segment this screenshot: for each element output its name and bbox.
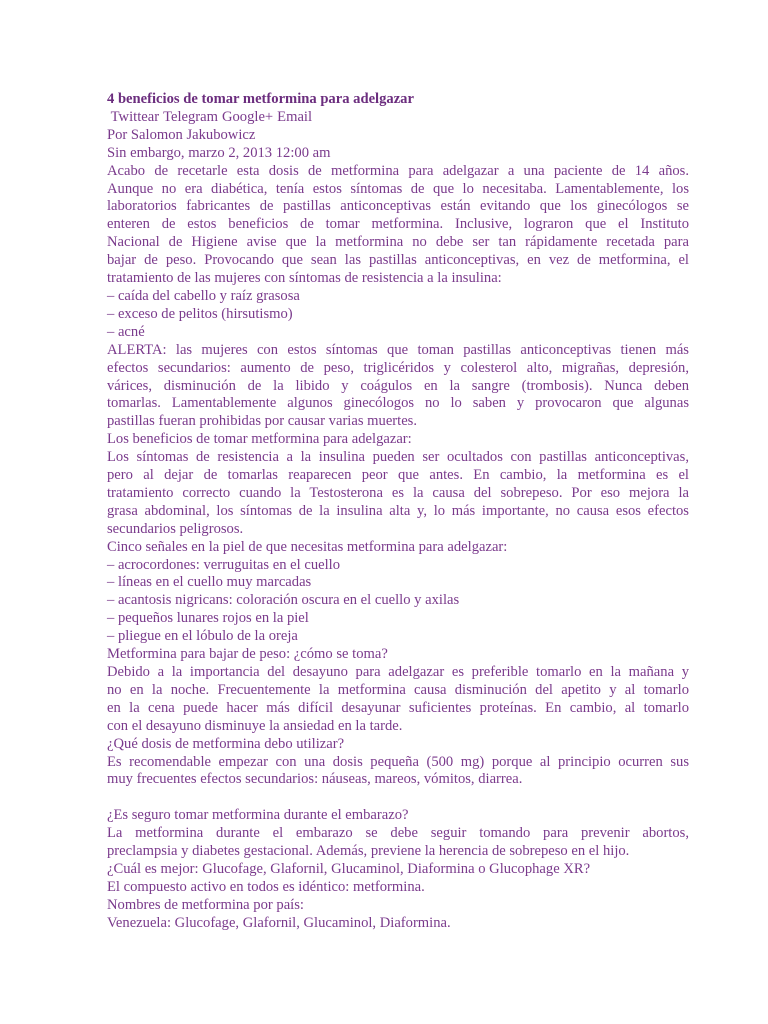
body-line: várices, disminución de la libido y coágulos en la sangre (trombosis). Nunca deben <box>107 377 689 394</box>
share-twitter-link[interactable]: Twittear <box>110 108 160 125</box>
share-google-link[interactable]: Google+ <box>221 108 274 125</box>
body-line: – caída del cabello y raíz grasosa <box>107 287 300 304</box>
body-line: Nombres de metformina por país: <box>107 896 304 913</box>
body-line: laboratorios fabricantes de pastillas anticonceptivas están evitando que los ginecólogos se <box>107 198 689 215</box>
body-line: muy frecuentes efectos secundarios: náuseas, mareos, vómitos, diarrea. <box>107 771 523 788</box>
share-links <box>107 109 689 127</box>
body-line: tratamiento correcto cuando la Testosterona es la causa del sobrepeso. Por eso mejora la <box>107 484 689 501</box>
body-line: grasa abdominal, los síntomas de la insulina alta y, lo más importante, no causa esos efectos <box>107 502 689 519</box>
body-line: no en la noche. Frecuentemente la metformina causa disminución del apetito y al tomarlo <box>107 681 689 698</box>
publish-date: Sin embargo, marzo 2, 2013 12:00 am <box>107 144 331 161</box>
body-line: – pliegue en el lóbulo de la oreja <box>107 628 298 645</box>
body-line: preclampsia y diabetes gestacional. Además, previene la herencia de sobrepeso en el hijo. <box>107 843 630 860</box>
article-body <box>107 163 689 933</box>
body-line: – acrocordones: verruguitas en el cuello <box>107 556 341 573</box>
body-line: tomarlas. Lamentablemente algunos ginecólogos no lo saben y provocaron que algunas <box>107 395 689 412</box>
body-line: tratamiento de las mujeres con síntomas de resistencia a la insulina: <box>107 270 502 287</box>
body-line: ¿Qué dosis de metformina debo utilizar? <box>107 735 345 752</box>
article <box>107 91 689 933</box>
body-line: ¿Cuál es mejor: Glucofage, Glafornil, Glucaminol, Diaformina o Glucophage XR? <box>107 860 591 877</box>
body-line: bajar de peso. Provocando que sean las pastillas anticonceptivas, en vez de metformina, el <box>107 252 689 269</box>
body-line: en la cena puede hacer más difícil desayunar suficientes proteínas. En cambio, al tomarlo <box>107 699 689 716</box>
body-line: – acné <box>107 323 145 340</box>
body-line: Los síntomas de resistencia a la insulina pueden ser ocultados con pastillas anticonceptivas, <box>107 449 689 466</box>
body-line: secundarios peligrosos. <box>107 520 244 537</box>
author-byline: Por Salomon Jakubowicz <box>107 126 256 143</box>
body-line: Es recomendable empezar con una dosis pequeña (500 mg) porque al principio ocurren sus <box>107 753 689 770</box>
body-line: Debido a la importancia del desayuno para adelgazar es preferible tomarlo en la mañana y <box>107 664 689 680</box>
body-line: – acantosis nigricans: coloración oscura en el cuello y axilas <box>107 592 460 609</box>
body-line: ¿Es seguro tomar metformina durante el embarazo? <box>107 807 409 824</box>
body-line: Cinco señales en la piel de que necesitas metformina para adelgazar: <box>107 538 508 555</box>
body-line: Los beneficios de tomar metformina para adelgazar: <box>107 431 412 448</box>
body-line: Venezuela: Glucofage, Glafornil, Glucaminol, Diaformina. <box>107 914 451 931</box>
body-line: La metformina durante el embarazo se debe seguir tomando para prevenir abortos, <box>107 825 689 842</box>
body-line: – líneas en el cuello muy marcadas <box>107 574 312 591</box>
body-line: – exceso de pelitos (hirsutismo) <box>107 305 293 322</box>
share-email-link[interactable]: Email <box>277 108 313 125</box>
body-line: pastillas fueran prohibidas por causar varias muertes. <box>107 413 418 430</box>
body-line: Metformina para bajar de peso: ¿cómo se toma? <box>107 646 388 663</box>
body-line: Acabo de recetarle esta dosis de metformina para adelgazar a una paciente de 14 años. <box>107 162 689 179</box>
share-telegram-link[interactable]: Telegram <box>163 108 218 125</box>
body-line: ALERTA: las mujeres con estos síntomas que toman pastillas anticonceptivas tienen más <box>107 341 689 358</box>
body-line: con el desayuno disminuye la ansiedad en la tarde. <box>107 717 403 734</box>
article-title: 4 beneficios de tomar metformina para adelgazar <box>107 91 414 107</box>
blank-line <box>107 789 689 807</box>
body-line: El compuesto activo en todos es idéntico: metformina. <box>107 878 425 895</box>
body-line: Nacional de Higiene avise que la metformina no debe ser tan rápidamente recetada para <box>107 234 689 251</box>
body-line: pero al dejar de tomarlas reaparecen peor que antes. En cambio, la metformina es el <box>107 467 689 484</box>
body-line: Aunque no era diabética, tenía estos síntomas de que lo necesitaba. Lamentablemente, los <box>107 180 689 197</box>
body-line: efectos secundarios: aumento de peso, triglicéridos y colesterol alto, migrañas, depresión, <box>107 359 689 376</box>
body-line: enteren de estos beneficios de tomar metformina. Inclusive, lograron que el Instituto <box>107 216 689 233</box>
body-line: – pequeños lunares rojos en la piel <box>107 610 309 627</box>
